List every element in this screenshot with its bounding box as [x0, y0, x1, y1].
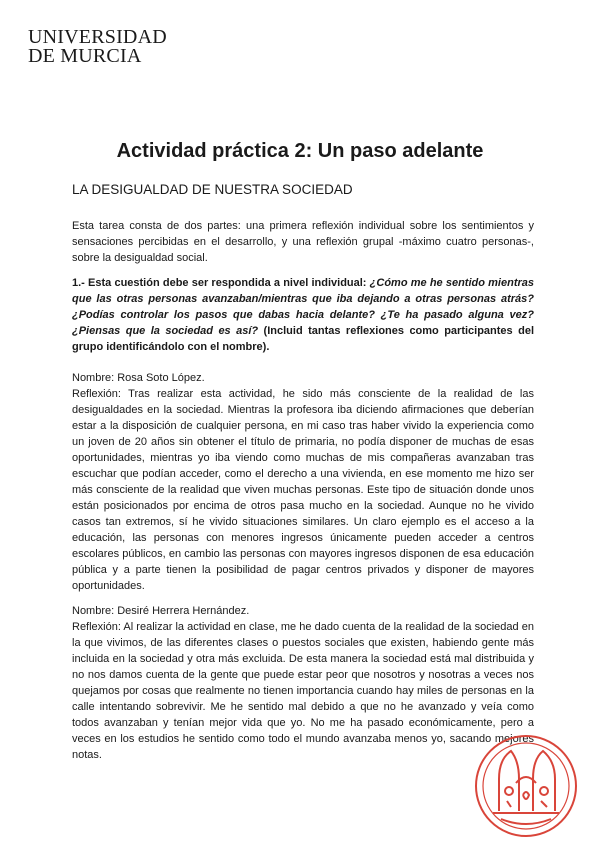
response-name: Nombre: Desiré Herrera Hernández.	[72, 605, 250, 617]
page-title: Actividad práctica 2: Un paso adelante	[116, 140, 484, 162]
university-logo	[28, 28, 167, 66]
response-block-2	[72, 603, 534, 763]
university-seal-icon	[471, 731, 581, 841]
question-tail: (Incluid tantas reflexiones como participantes del grupo identificándolo con el nombre).	[72, 325, 534, 353]
question-lead: 1.- Esta cuestión debe ser respondida a nivel individual:	[72, 277, 370, 289]
response-reflection: Reflexión: Tras realizar esta actividad, he sido más consciente de la realidad de las desigualdades en la sociedad. Mientras la profesora iba diciendo afirmaciones que deberían estar a la disposición de cualquier persona, en mi caso tras haber vivido la experiencia como un joven de 20 años sin obtener el título de primaria, no podía disponer de muchas de esas oportunidades, mientras yo iba viendo como muchas de mis compañeras avanzaban tras escuchar que podían acceder, como el derecho a una vivienda, en ese momento me hizo ser más consciente de la realidad que viven muchas personas. Este tipo de situación donde unos están posicionados por encima de otros pasa mucho en la sociedad. Aunque no he vivido casos tan extremos, sí he vivido situaciones similares. Un claro ejemplo es el acceso a la educación, las personas con menores ingresos únicamente pueden acceder a centros escolares públicos, en cambio las personas con mayores ingresos disponen de esa educación pública y a parte tienen la posibilidad de pagar centros privados y disponer de mayores oportunidades.	[72, 388, 534, 592]
question-paragraph	[72, 275, 534, 355]
response-block-1	[72, 370, 534, 594]
response-name: Nombre: Rosa Soto López.	[72, 372, 205, 384]
intro-paragraph	[72, 218, 534, 266]
logo-line-2: DE MURCIA	[28, 45, 142, 67]
intro-text: Esta tarea consta de dos partes: una primera reflexión individual sobre los sentimientos y sensaciones percibidas en el desarrollo, y una reflexión grupal -máximo cuatro personas-, sobre la desigualdad social.	[72, 220, 534, 264]
logo-line-1: UNIVERSIDAD	[28, 26, 167, 48]
section-subtitle: LA DESIGUALDAD DE NUESTRA SOCIEDAD	[72, 182, 353, 197]
response-reflection: Reflexión: Al realizar la actividad en clase, me he dado cuenta de la realidad de la sociedad en la que vivimos, de las diferentes clases o puestos sociales que existen, habiendo gente más incluida en la sociedad y otra más excluida. De esta manera la sociedad está mal distribuida y no nos damos cuenta de la gente que puede estar peor que nosotros y nosotras a veces nos quejamos por cosas que realmente no tienen importancia cuando hay miles de personas en la calle intentando sobrevivir. Me he sentido mal debido a que no he avanzado y veía como todos avanzaban y tenían mejor vida que yo. No me ha pasado económicamente, pero a veces en los estudios he sentido como todo el mundo avanzaba menos yo, sacando mejores notas.	[72, 621, 534, 761]
question-text	[72, 275, 534, 355]
question-italic: ¿Cómo me he sentido mientras que las otras personas avanzaban/mientras que iba dejando a otras personas atrás? ¿Podías controlar los pasos que dabas hacia delante? ¿Te ha pasado alguna vez? ¿Piensas que la sociedad es así?	[72, 277, 535, 337]
